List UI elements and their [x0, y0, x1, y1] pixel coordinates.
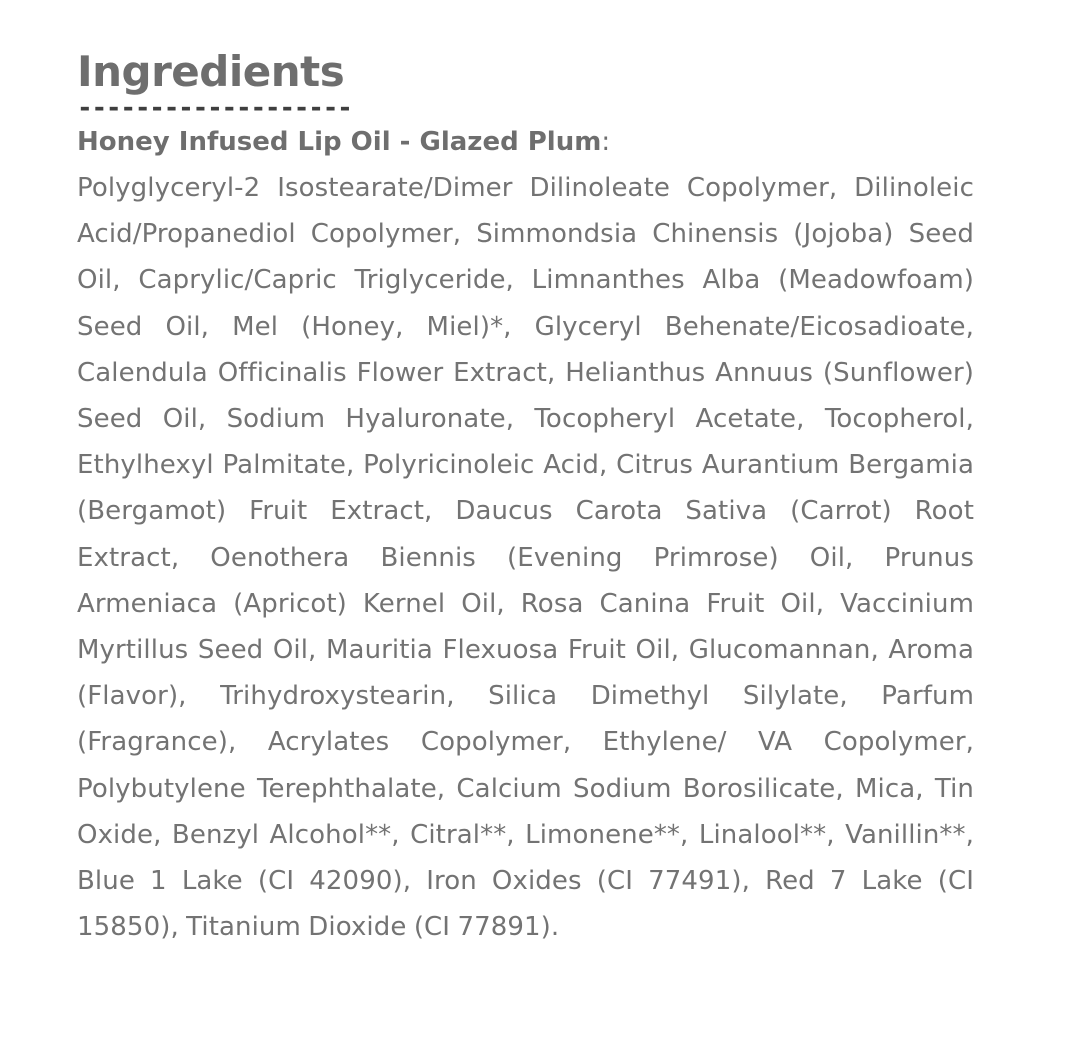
ingredients-panel	[77, 46, 974, 950]
ingredients-list: Polyglyceryl-2 Isostearate/Dimer Dilinoleate Copolymer, Dilinoleic Acid/Propanediol Copolymer, Simmondsia Chinensis (Jojoba) Seed Oil, Caprylic/Capric Triglyceride, Limnanthes Alba (Meadowfoam) Seed Oil, Mel (Honey, Miel)*, Glyceryl Behenate/Eicosadioate, Calendula Officinalis Flower Extract, Helianthus Annuus (Sunflower) Seed Oil, Sodium Hyaluronate, Tocopheryl Acetate, Tocopherol, Ethylhexyl Palmitate, Polyricinoleic Acid, Citrus Aurantium Bergamia (Bergamot) Fruit Extract, Daucus Carota Sativa (Carrot) Root Extract, Oenothera Biennis (Evening Primrose) Oil, Prunus Armeniaca (Apricot) Kernel Oil, Rosa Canina Fruit Oil, Vaccinium Myrtillus Seed Oil, Mauritia Flexuosa Fruit Oil, Glucomannan, Aroma (Flavor), Trihydroxystearin, Silica Dimethyl Silylate, Parfum (Fragrance), Acrylates Copolymer, Ethylene/ VA Copolymer, Polybutylene Terephthalate, Calcium Sodium Borosilicate, Mica, Tin Oxide, Benzyl Alcohol**, Citral**, Limonene**, Linalool**, Vanillin**, Blue 1 Lake (CI 42090), Iron Oxides (CI 77491), Red 7 Lake (CI 15850), Titanium Dioxide (CI 77891).	[77, 173, 974, 943]
title-divider: -------------------	[77, 98, 352, 118]
product-heading	[77, 119, 974, 165]
product-name-suffix: :	[601, 127, 611, 157]
page-title: Ingredients	[77, 47, 345, 96]
product-name: Honey Infused Lip Oil - Glazed Plum	[77, 127, 602, 157]
